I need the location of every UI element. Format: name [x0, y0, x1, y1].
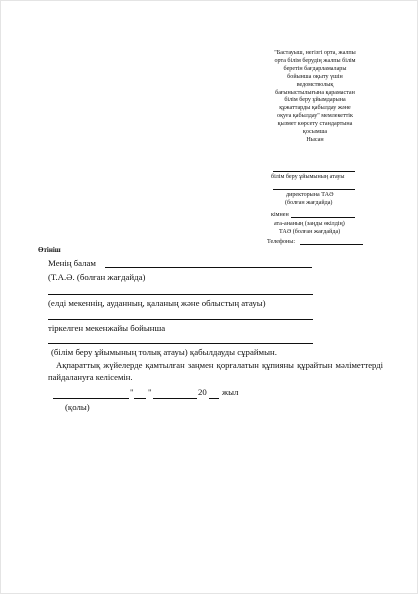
consent-sentence: Ақпараттық жүйелерде қамтылған заңмен қорғалатын құпияны құрайтын мәліметтерді пайдалануға келісемін.: [48, 360, 383, 382]
date-year-suffix: жыл: [222, 387, 239, 397]
address-line: [48, 319, 313, 320]
date-day-line: [134, 398, 146, 399]
org-name-line: [273, 171, 355, 172]
date-month-line: [153, 398, 197, 399]
phone-label: Телефоны:: [267, 239, 296, 245]
document-title: Өтініш: [38, 246, 61, 254]
form-header: [259, 50, 371, 145]
from-line: [291, 217, 355, 218]
school-caption: (білім беру ұйымының толық атауы) қабылдауды сұраймын.: [51, 347, 277, 357]
address-caption: тіркелген мекенжайы бойынша: [48, 323, 166, 333]
header-line: құжаттарды қабылдау және: [279, 105, 351, 112]
header-line: "Бастауыш, негізгі орта, жалпы: [274, 50, 356, 56]
child-label: Менің балам: [48, 258, 96, 268]
header-line: ведомстволық: [296, 81, 334, 88]
director-line: [273, 189, 355, 190]
form-label: Нысан: [306, 136, 324, 143]
date-year-line: [209, 398, 219, 399]
from-label: кімнен: [271, 212, 289, 218]
header-line: қосымша: [302, 129, 328, 136]
locality-line: [48, 294, 313, 295]
header-line: бойынша оқыту үшін: [287, 73, 343, 80]
director-note: (болған жағдайда): [285, 200, 333, 206]
child-name-line: [105, 267, 312, 268]
date-quote-close: ": [148, 387, 152, 397]
org-name-caption: білім беру ұйымының атауы: [271, 174, 345, 180]
parent-note: ТАӘ (болған жағдайда): [279, 229, 341, 235]
school-line: [48, 343, 313, 344]
phone-line: [300, 244, 363, 245]
date-quote-open: ": [130, 387, 134, 397]
locality-caption: (елді мекеннің, ауданның, қаланың және облыстың атауы): [48, 298, 266, 308]
director-caption: директорына ТАӘ: [286, 192, 334, 198]
header-line: беретін бағдарламалары: [283, 65, 347, 72]
signature-caption: (қолы): [65, 402, 90, 412]
header-line: бағыныстылығына қарамастан: [275, 89, 355, 96]
date-year-prefix: 20: [198, 387, 207, 397]
consent-text: [48, 360, 383, 383]
header-line: білім беру ұйымдарына: [284, 97, 346, 104]
header-line: оқуға қабылдау" мемлекеттік: [277, 113, 353, 120]
header-line: қызмет көрсету стандартына: [277, 121, 353, 128]
header-line: орта білім берудің жалпы білім: [274, 57, 356, 64]
parent-caption: ата-ананың (заңды өкілдің): [274, 221, 345, 227]
date-name-line: [53, 398, 129, 399]
child-name-caption: (Т.А.Ә. (болған жағдайда): [48, 272, 146, 282]
